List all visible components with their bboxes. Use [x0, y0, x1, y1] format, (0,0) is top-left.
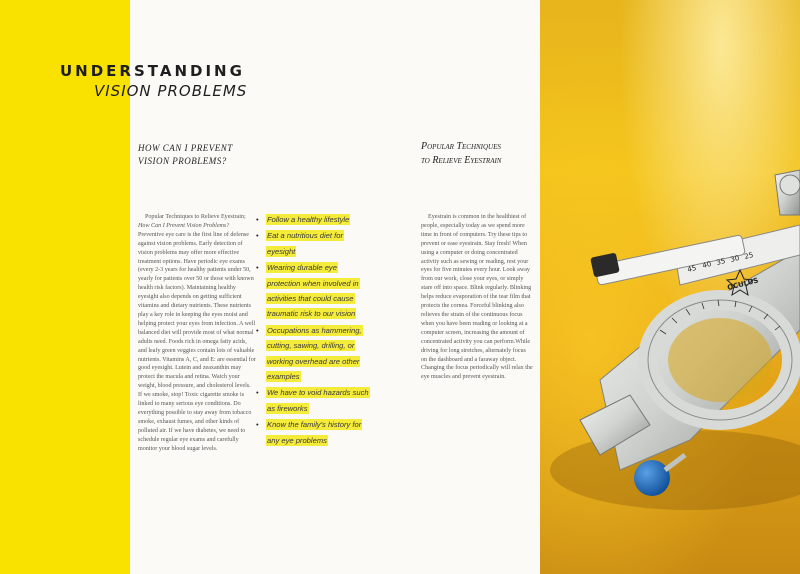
intro-line: Popular Techniques to Relieve Eyestrain;: [145, 214, 246, 220]
list-item: [254, 323, 372, 385]
body-column-left: [138, 213, 256, 453]
page-title: [60, 62, 247, 100]
body-paragraph-right: Eyestrain is common in the healthiest of people, especially today as we spend more time in front of computers. Try these tips to prevent or ease eyestrain. Stay fresh! When using a computer or doing concentrated activity such as sewing or reading, rest your eyes for five minutes every hour. Look away from our work, close your eyes, or simply stare off into space. Blink regularly. Blinking helps reduce evaporation of the tear film that protects the cornea. Forceful blinking also relieves the strain of the continuous focus when you have been reading or looking at a computer screen, increasing the amount of concentrated activity you can perform.While driving for long stretches, alternately focus on the dashboard and a faraway object. Changing the focus periodically will relax the eye muscles and prevent eyestrain.: [421, 214, 533, 381]
highlighted-text: We have to void hazards such as fireworks: [267, 388, 369, 413]
tips-list: [254, 212, 372, 449]
list-item: [254, 417, 372, 448]
highlighted-text: Eat a nutritious diet for eyesight: [267, 231, 343, 256]
prevent-heading-line-1: HOW CAN I PREVENT: [138, 143, 233, 153]
prevent-heading-line-2: VISION PROBLEMS?: [138, 156, 227, 166]
techniques-heading: [421, 140, 541, 168]
list-item: [254, 228, 372, 259]
blue-ball-icon: [634, 460, 670, 496]
highlighted-text: Know the family's history for any eye problems: [267, 420, 362, 445]
highlighted-text: Occupations as hammering, cutting, sawing, drilling, or working overhead are other examples: [267, 325, 362, 382]
body-paragraph-left: Preventive eye care is the first line of defense against vision problems. Early detection of vision problems may offer more effective treatment options. Have periodic eye exams (every 2-3 years for healthy patients under 50, yearly for patients over 50 or those with known health risk factors). Maintaining healthy eyesight also depends on getting sufficient vitamins and dietary nutrients. These nutrients play a key role in keeping the eyes moist and helping protect your eyes from infection. A well balanced diet will provide most of what normal adults need. Foods rich in omega fatty acids, and leafy green veggies contain lots of valuable nutrients. Vitamins A, C, and E: are essential for good eyesight. Lutein and zeaxanthin may protect the macula and retina. Watch your weight, blood pressure, and cholesterol levels. If we smoke, stop! Toxic cigarette smoke is linked to many serious eye conditions. Do everything possible to stay away from tobacco smoke, exhaust fumes, and other kinds of polluted air. If we have diabetes, we need to schedule regular eye exams and carefully monitor your blood sugar levels.: [138, 231, 256, 452]
highlighted-text: Follow a healthy lifestyle: [267, 215, 350, 224]
svg-text:35: 35: [715, 257, 727, 267]
svg-text:30: 30: [729, 254, 741, 264]
techniques-heading-line-1: Popular Techniques: [421, 141, 501, 152]
lens-opening: [668, 318, 772, 402]
svg-text:45: 45: [686, 264, 698, 274]
body-column-right: [421, 213, 533, 382]
highlighted-text: Wearing durable eye protection when involved in activities that could cause traumatic risk to our vision: [267, 263, 359, 319]
prevent-heading: [138, 142, 258, 168]
trial-frame-icon: [540, 0, 800, 574]
svg-text:25: 25: [743, 251, 755, 261]
title-line-1: UNDERSTANDING: [60, 62, 245, 80]
list-item: [254, 260, 372, 322]
svg-text:OCULUS: OCULUS: [726, 276, 760, 292]
optometry-photo: [540, 0, 800, 574]
knob-icon: [780, 175, 800, 195]
svg-text:40: 40: [701, 260, 713, 270]
techniques-heading-line-2: to Relieve Eyestrain: [421, 155, 502, 166]
title-line-2: VISION PROBLEMS: [94, 82, 248, 100]
intro-subheading: How Can I Prevent Vision Problems?: [138, 222, 230, 229]
list-item: [254, 212, 372, 227]
list-item: [254, 385, 372, 416]
